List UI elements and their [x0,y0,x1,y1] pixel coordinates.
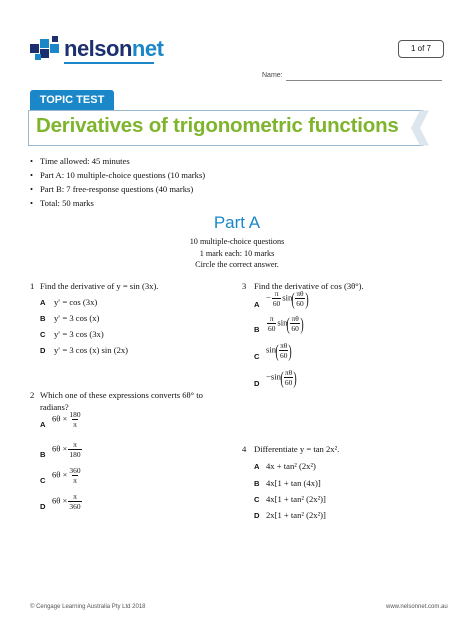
option-letter[interactable]: C [254,495,260,504]
option-letter[interactable]: A [254,462,260,471]
name-label: Name: [262,72,283,79]
question-stem: Find the derivative of cos (3θ°). [254,281,364,291]
option-text[interactable]: 6θ × $\frac{180}{\pi}$ [52,410,81,429]
list-item: • Part B: 7 free-response questions (40 marks) [30,184,194,194]
option-text[interactable]: y′ = 3 cos (3x) [54,329,104,339]
logo-wordmark: nelsonnet [64,36,164,61]
option-text[interactable]: 6θ × $\frac{\pi}{180}$ [52,440,81,459]
option-text[interactable]: 4x[1 + tan (4x)] [266,478,321,488]
option-letter[interactable]: C [254,352,260,361]
list-item: • Total: 50 marks [30,198,94,208]
part-a-heading: Part A [213,213,261,232]
option-text[interactable]: $\frac{\pi}{60}$ sin( $\frac{\pi\theta}{60}$ ) [268,313,304,334]
option-letter[interactable]: C [40,476,46,485]
page-indicator: 1 of 7 [398,40,444,58]
bullet-icon: • [30,198,34,208]
test-info-list [30,154,205,210]
option-text[interactable]: 4x + tan² (2x²) [266,461,316,471]
name-field[interactable] [286,80,442,81]
option-text[interactable]: y′ = cos (3x) [54,297,98,307]
option-letter[interactable]: B [40,314,46,323]
option-letter[interactable]: B [254,325,260,334]
bullet-icon: • [30,170,34,180]
question-stem: Differentiate y = tan 2x². [254,444,340,454]
option-text[interactable]: −sin( $\frac{\pi\theta}{60}$ ) [266,367,297,388]
question-stem: radians? [40,402,69,412]
option-letter[interactable]: D [254,379,260,388]
option-letter[interactable]: B [254,479,260,488]
footer-website-link[interactable]: www.nelsonnet.com.au [386,604,448,610]
option-text[interactable]: 4x[1 + tan² (2x²)] [266,494,326,504]
option-text[interactable]: y′ = 3 cos (x) sin (2x) [54,345,129,355]
option-letter[interactable]: A [254,300,260,309]
option-letter[interactable]: B [40,450,46,459]
option-text[interactable]: sin( $\frac{\pi\theta}{60}$ ) [266,340,293,361]
option-letter[interactable]: A [40,298,46,307]
page-title: Derivatives of trigonometric functions [36,114,399,137]
part-a-instructions: 10 multiple-choice questions 1 mark each: 10 marks Circle the correct answer. [189,237,285,269]
bullet-icon: • [30,184,34,194]
option-text[interactable]: 2x[1 + tan² (2x²)] [266,510,326,520]
list-item: • Time allowed: 45 minutes [30,156,130,166]
option-text[interactable]: 6θ × $\frac{\pi}{360}$ [52,492,81,511]
option-letter[interactable]: D [40,502,46,511]
option-letter[interactable]: D [40,346,46,355]
option-letter[interactable]: C [40,330,46,339]
option-letter[interactable]: A [40,420,46,429]
option-text[interactable]: 6θ × $\frac{360}{\pi}$ [52,466,81,485]
logo-underline [64,62,154,64]
option-text[interactable]: − $\frac{\pi}{60}$ sin( $\frac{\pi\theta}{60}$ ) [266,288,309,309]
footer-copyright: © Cengage Learning Australia Pty Ltd 2018 [30,604,146,610]
question-stem: Which one of these expressions converts 6θ° to [40,390,203,400]
option-text[interactable]: y′ = 3 cos (x) [54,313,100,323]
option-letter[interactable]: D [254,511,260,520]
bullet-icon: • [30,156,34,166]
question-stem: Find the derivative of y = sin (3x). [40,281,159,291]
list-item: • Part A: 10 multiple-choice questions (10 marks) [30,170,206,180]
topic-test-badge: TOPIC TEST [30,90,114,110]
